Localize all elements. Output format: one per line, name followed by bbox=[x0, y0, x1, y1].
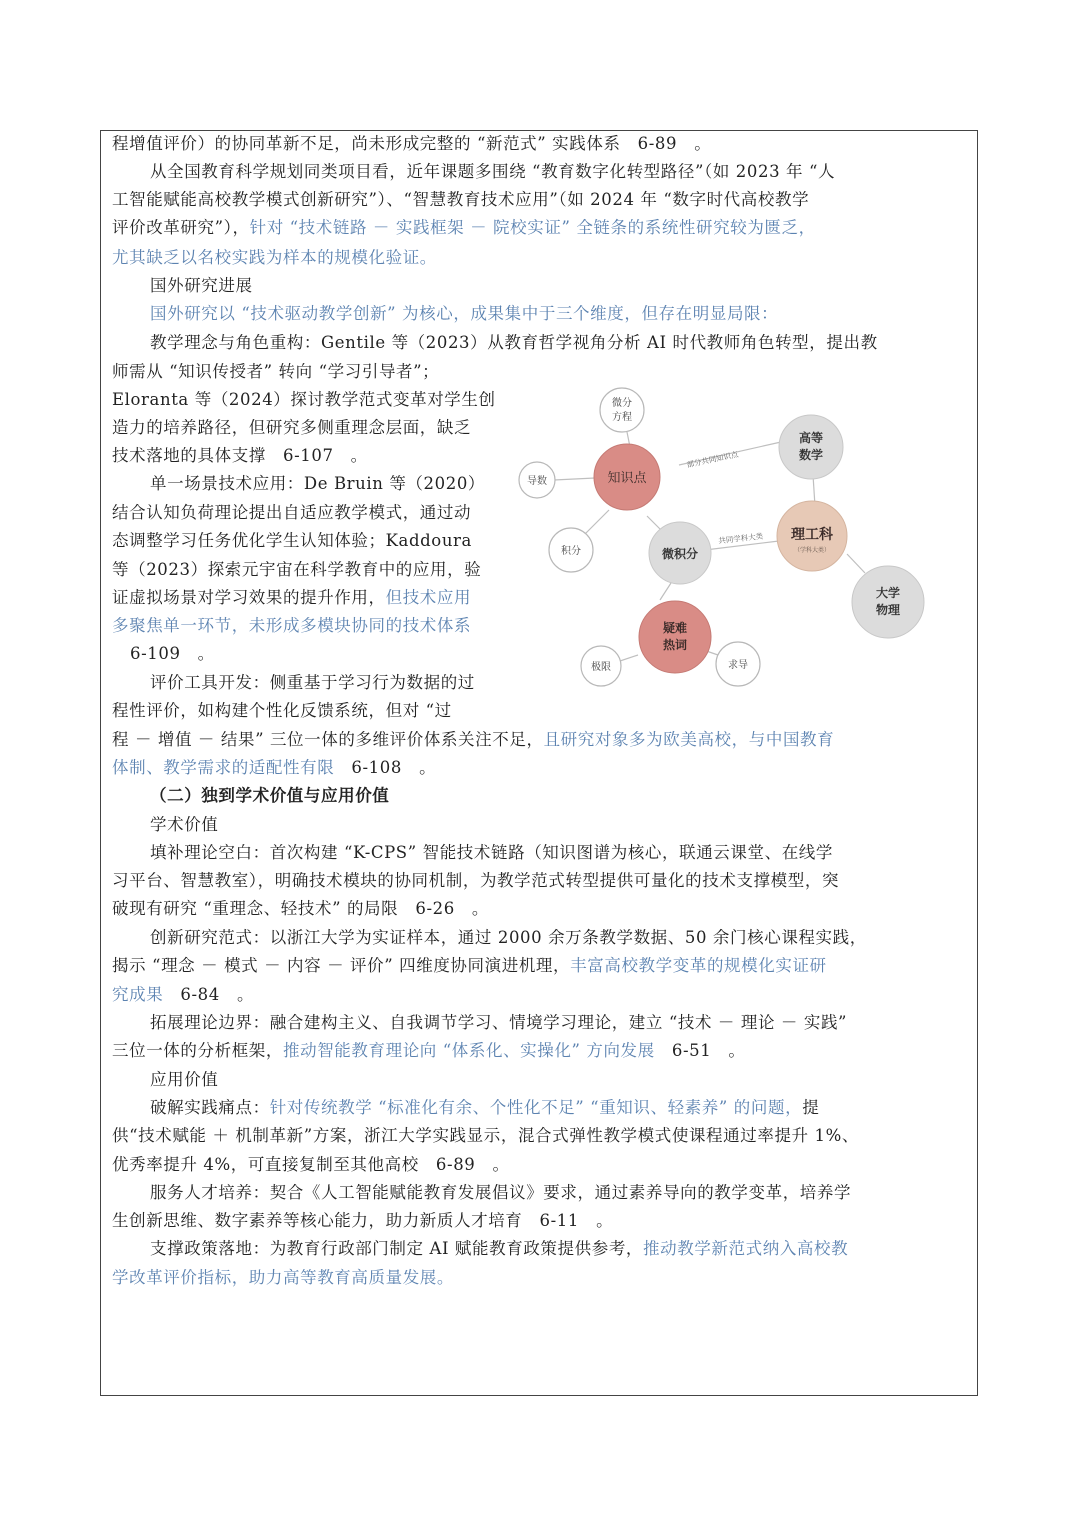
knowledge-graph-diagram bbox=[515, 380, 940, 700]
edge-label: 部分共同知识点 bbox=[685, 449, 740, 470]
text-line: 生创新思维、数字素养等核心能力，助力新质人才培育 6-11 。 bbox=[112, 1211, 614, 1230]
highlight-span: 推动智能教育理论向 “体系化、实操化” 方向发展 bbox=[283, 1041, 655, 1060]
text-span: 支撑政策落地：为教育行政部门制定 AI 赋能教育政策提供参考， bbox=[150, 1239, 644, 1258]
text-line: 多聚焦单一环节，未形成多模块协同的技术体系 bbox=[112, 616, 472, 635]
text-line: 学改革评价指标，助力高等教育高质量发展。 bbox=[112, 1268, 454, 1287]
text-line: 供“技术赋能 ＋ 机制革新”方案，浙江大学实践显示，混合式弹性教学模式使课程通过率提升 1%、 bbox=[112, 1126, 859, 1145]
node-sublabel: （学科大类） bbox=[793, 547, 831, 554]
text-line: 服务人才培养：契合《人工智能赋能教育发展倡议》要求，通过素养导向的教学变革，培养学 bbox=[150, 1183, 852, 1202]
node-label: 微积分 bbox=[661, 547, 699, 561]
text-span: 评价改革研究”）， bbox=[112, 218, 250, 237]
text-line: 尤其缺乏以名校实践为样本的规模化验证。 bbox=[112, 248, 437, 267]
text-line: 破现有研究 “重理念、轻技术” 的局限 6-26 。 bbox=[112, 899, 490, 918]
text-line bbox=[112, 981, 254, 1009]
node-label: 方程 bbox=[612, 412, 632, 423]
text-line: 单一场景技术应用：De Bruin 等（2020） bbox=[150, 474, 486, 493]
node-weijifen bbox=[649, 522, 711, 584]
node-yinan-reci bbox=[639, 601, 711, 673]
text-line: 造力的培养路径，但研究多侧重理念层面，缺乏 bbox=[112, 418, 472, 437]
highlight-span: 针对 “技术链路 － 实践框架 － 院校实证” 全链条的系统性研究较为匮乏， bbox=[249, 218, 816, 237]
text-line: 拓展理论边界：融合建构主义、自我调节学习、情境学习理论，建立 “技术 － 理论 － 实践” bbox=[150, 1013, 848, 1032]
text-line: 程性评价，如构建个性化反馈系统，但对 “过 bbox=[112, 701, 452, 720]
node-label: 微分 bbox=[612, 398, 632, 409]
node-daxue-wuli bbox=[852, 566, 924, 638]
text-line: 习平台、智慧教室），明确技术模块的协同机制，为教学范式转型提供可量化的技术支撑模型，突 bbox=[112, 871, 840, 890]
node-daoshu bbox=[519, 462, 555, 498]
node-gaodeng-shuxue bbox=[779, 415, 843, 479]
node-qiudao bbox=[716, 642, 760, 686]
text-line bbox=[112, 1037, 746, 1065]
text-span: 破解实践痛点： bbox=[150, 1098, 270, 1117]
text-span: 6-84 。 bbox=[163, 985, 255, 1004]
node-label: 大学 bbox=[875, 586, 901, 600]
text-line: 技术落地的具体支撑 6-107 。 bbox=[112, 446, 368, 465]
text-span: 揭示 “理念 － 模式 － 内容 － 评价” 四维度协同演进机理， bbox=[112, 956, 571, 975]
text-line: 等（2023）探索元宇宙在科学教育中的应用，验 bbox=[112, 560, 482, 579]
highlight-span: 针对传统教学 “标准化有余、个性化不足” “重知识、轻素养” 的问题， bbox=[269, 1098, 803, 1117]
highlight-span: 且研究对象多为欧美高校，与中国教育 bbox=[543, 730, 835, 749]
node-label: 疑难 bbox=[662, 621, 688, 635]
edge-line bbox=[647, 516, 661, 530]
subheading: 应用价值 bbox=[150, 1070, 219, 1089]
node-jixian bbox=[581, 646, 621, 686]
edge-label: 共同学科大类 bbox=[717, 531, 764, 546]
node-jifen bbox=[549, 528, 593, 572]
edge-line bbox=[847, 554, 865, 573]
highlight-span: 推动教学新范式纳入高校教 bbox=[643, 1239, 849, 1258]
node-label: 知识点 bbox=[607, 471, 647, 486]
text-line bbox=[112, 584, 471, 612]
text-line: 填补理论空白：首次构建 “K-CPS” 智能技术链路（知识图谱为核心，联通云课堂、在线学 bbox=[150, 843, 833, 862]
node-label: 积分 bbox=[561, 546, 581, 557]
text-line: 从全国教育科学规划同类项目看，近年课题多围绕 “教育数字化转型路径”（如 2023 年 “人 bbox=[150, 162, 836, 181]
text-line bbox=[150, 1235, 848, 1263]
node-label: 高等 bbox=[798, 431, 824, 445]
text-span: 6-51 。 bbox=[654, 1041, 746, 1060]
text-line: 6-109 。 bbox=[130, 644, 215, 663]
edge-line bbox=[660, 583, 671, 600]
text-line: 态调整学习任务优化学生认知体验；Kaddoura bbox=[112, 531, 472, 550]
subheading: 学术价值 bbox=[150, 815, 219, 834]
node-label: 导数 bbox=[527, 476, 547, 487]
section-heading: （二）独到学术价值与应用价值 bbox=[150, 786, 390, 805]
node-label: 理工科 bbox=[791, 527, 833, 543]
text-line: 创新研究范式：以浙江大学为实证样本，通过 2000 余万条教学数据、50 余门核心课程实践， bbox=[150, 928, 867, 947]
text-span: 三位一体的分析框架， bbox=[112, 1041, 283, 1060]
highlight-span: 但技术应用 bbox=[385, 588, 472, 607]
text-line: 工智能赋能高校教学模式创新研究”）、“智慧教育技术应用”（如 2024 年 “数字时代高校教学 bbox=[112, 190, 810, 209]
text-line bbox=[112, 214, 816, 242]
highlight-span: 究成果 bbox=[112, 985, 164, 1004]
text-line: Eloranta 等（2024）探讨教学范式变革对学生创 bbox=[112, 390, 496, 409]
text-line: 评价工具开发：侧重基于学习行为数据的过 bbox=[150, 673, 475, 692]
node-ligongke bbox=[777, 501, 847, 571]
text-line: 师需从 “知识传授者” 转向 “学习引导者”； bbox=[112, 362, 440, 381]
node-label: 极限 bbox=[591, 662, 611, 673]
text-line bbox=[112, 952, 827, 980]
text-line bbox=[150, 1094, 819, 1122]
text-span: 程 － 增值 － 结果” 三位一体的多维评价体系关注不足， bbox=[112, 730, 544, 749]
subheading: 国外研究进展 bbox=[150, 276, 253, 295]
text-line bbox=[112, 754, 436, 782]
text-line: 程增值评价）的协同革新不足，尚未形成完整的 “新范式” 实践体系 6-89 。 bbox=[112, 134, 712, 153]
edge-line bbox=[554, 478, 595, 480]
text-line: 国外研究以 “技术驱动教学创新” 为核心，成果集中于三个维度，但存在明显局限： bbox=[150, 304, 779, 323]
text-span: 6-108 。 bbox=[334, 758, 437, 777]
highlight-span: 体制、教学需求的适配性有限 bbox=[112, 758, 335, 777]
text-line: 结合认知负荷理论提出自适应教学模式，通过动 bbox=[112, 503, 472, 522]
node-label: 热词 bbox=[662, 638, 688, 652]
highlight-span: 丰富高校教学变革的规模化实证研 bbox=[570, 956, 827, 975]
text-span: 提 bbox=[802, 1098, 820, 1117]
node-label: 求导 bbox=[728, 660, 748, 671]
node-zhishidian bbox=[594, 444, 660, 510]
node-weifen-fangcheng bbox=[600, 388, 644, 432]
text-span: 证虚拟场景对学习效果的提升作用， bbox=[112, 588, 386, 607]
text-line: 教学理念与角色重构：Gentile 等（2023）从教育哲学视角分析 AI 时代教师角色转型，提出教 bbox=[150, 333, 878, 352]
node-label: 物理 bbox=[875, 603, 901, 617]
edge-line bbox=[584, 510, 609, 535]
node-label: 数学 bbox=[798, 448, 824, 462]
text-line bbox=[112, 726, 834, 754]
text-line: 优秀率提升 4%，可直接复制至其他高校 6-89 。 bbox=[112, 1155, 510, 1174]
